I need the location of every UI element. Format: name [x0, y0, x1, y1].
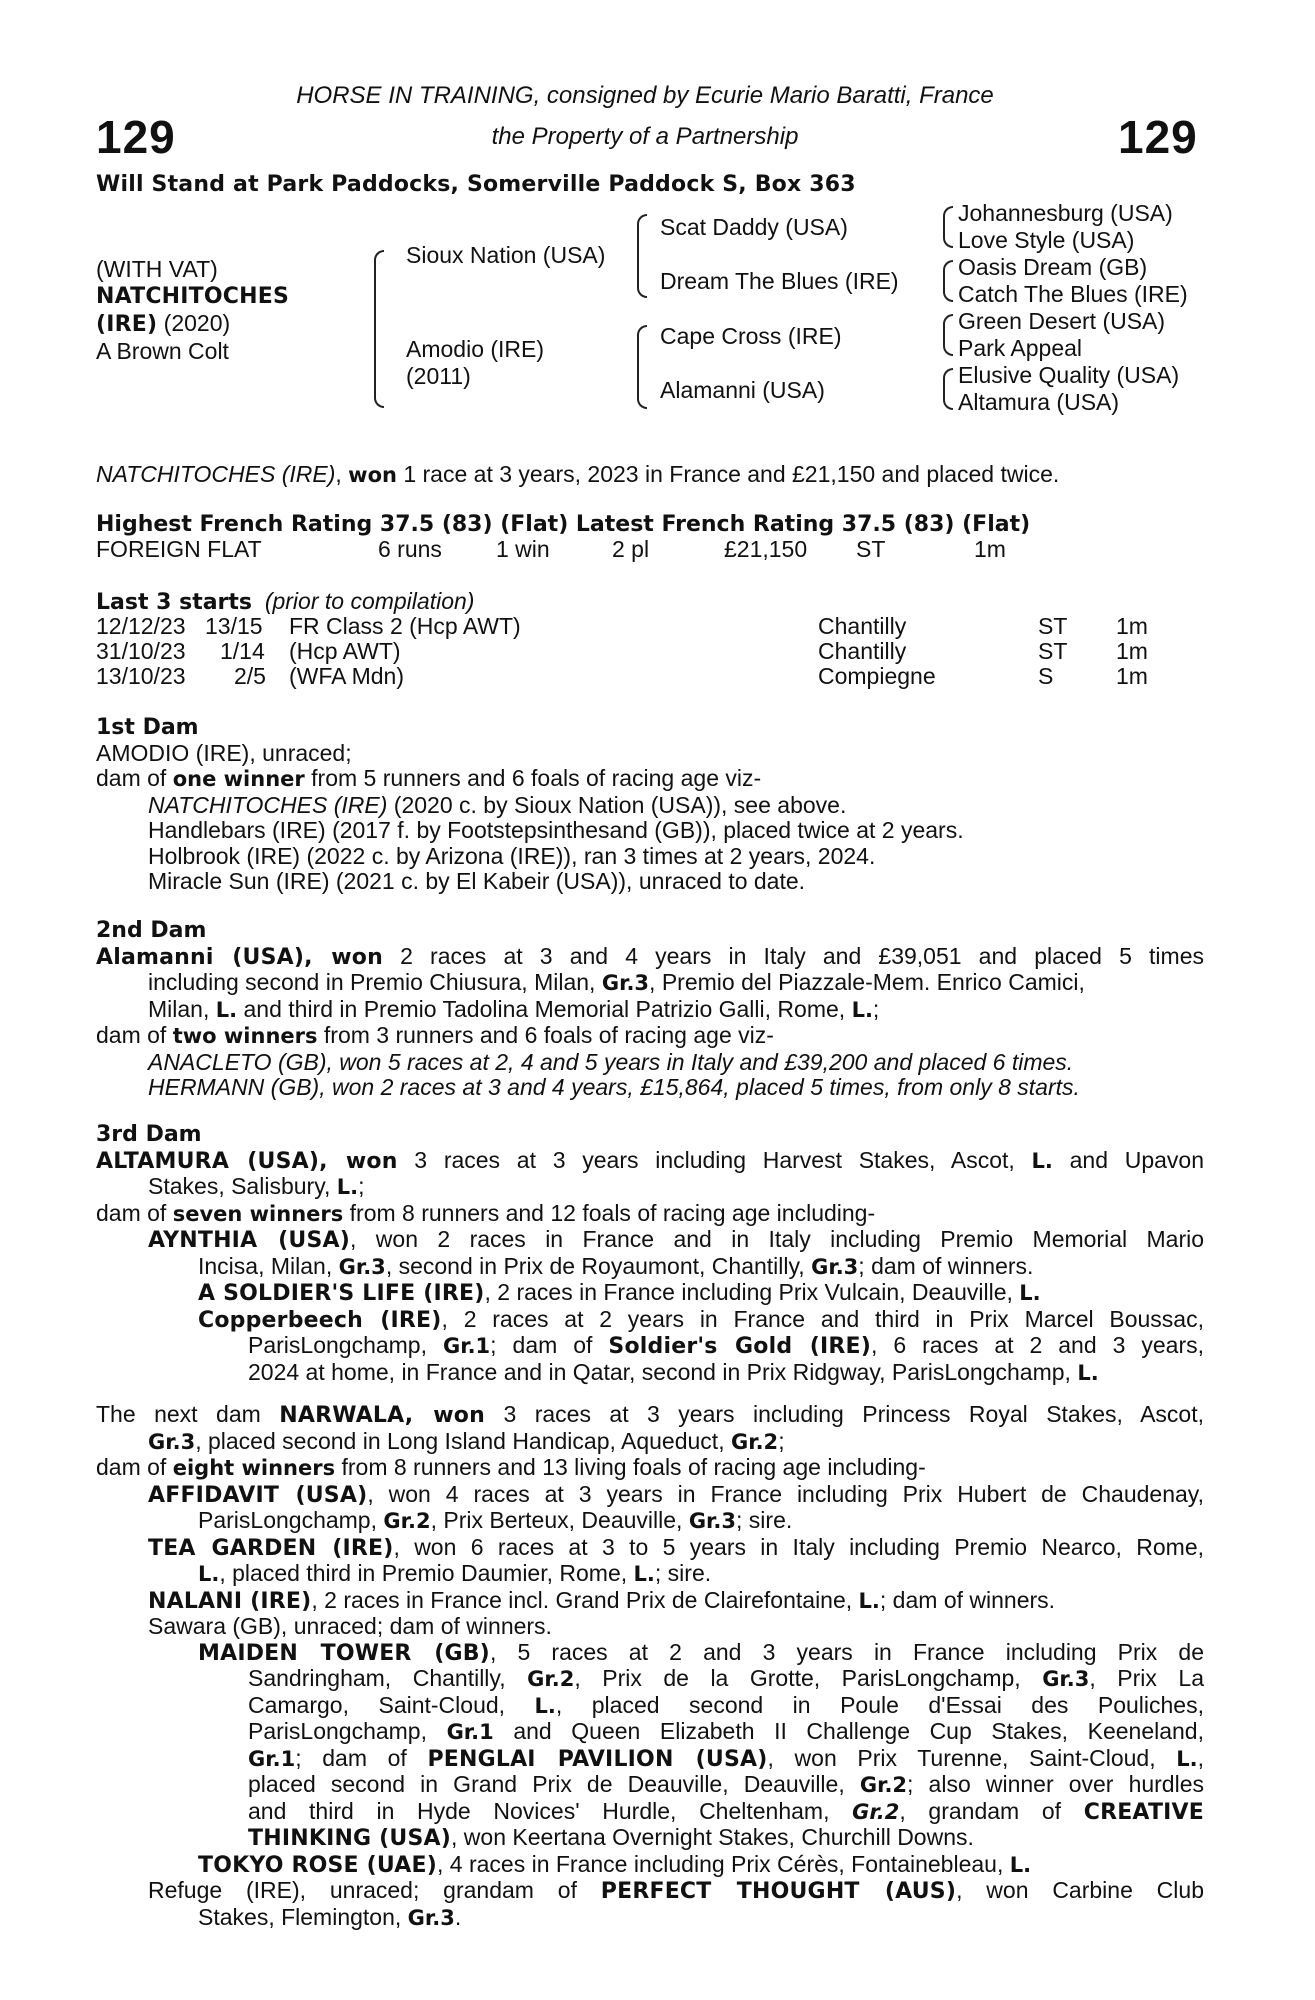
text-bold: Alamanni (USA), won: [96, 944, 383, 970]
produce-entry: [96, 1508, 1204, 1535]
text: , Prix de la Grotte, ParisLongchamp,: [574, 1665, 1043, 1691]
third-dam-line: [96, 1174, 1204, 1201]
text: , 2 races in France incl. Grand Prix de Clairefontaine,: [311, 1586, 859, 1613]
text-bold: Gr.3: [338, 1254, 386, 1279]
produce-entry: [96, 1825, 1204, 1852]
text: ,: [1197, 1744, 1204, 1771]
text: , won 4 races at 3 years in France including Prix Hubert de Chaudenay,: [367, 1480, 1204, 1507]
horse-description: A Brown Colt: [96, 338, 229, 364]
ratings-heading: Highest French Rating 37.5 (83) (Flat) Latest French Rating 37.5 (83) (Flat): [96, 512, 1031, 537]
first-dam-heading: 1st Dam: [96, 715, 199, 740]
property-line: the Property of a Partnership: [491, 123, 799, 150]
text: , grandam of: [899, 1797, 1084, 1824]
text-bold: Gr.3: [148, 1429, 196, 1454]
start-position: 13/15: [205, 613, 263, 639]
text-bold: L.: [1176, 1746, 1198, 1771]
consignor-line: HORSE IN TRAINING, consigned by Ecurie Mario Baratti, France: [296, 82, 994, 109]
text-bold: L.: [1019, 1281, 1041, 1305]
text: and Upavon: [1052, 1146, 1205, 1173]
pedigree-brace-sire: [637, 214, 647, 298]
first-dam-produce-intro: [96, 766, 1204, 793]
text: from 3 runners and 6 foals of racing age viz-: [317, 1022, 774, 1048]
produce-entry: [96, 1075, 1204, 1101]
lot-number-right: 129: [1118, 111, 1198, 163]
text: , placed second in Long Island Handicap, Aqueduct,: [195, 1427, 731, 1454]
produce-entry: [96, 1561, 1204, 1588]
text-bold: Gr.3: [601, 971, 650, 995]
text: Incisa, Milan,: [198, 1252, 339, 1279]
text-bold: A SOLDIER'S LIFE (IRE): [198, 1281, 485, 1306]
text: ; sire.: [736, 1507, 793, 1533]
text: , second in Prix de Royaumont, Chantilly,: [385, 1252, 812, 1279]
text-bold: AYNTHIA (USA): [148, 1228, 351, 1253]
text: , placed second in Poule d'Essai des Pouliches,: [555, 1691, 1204, 1718]
produce-entry: Miracle Sun (IRE) (2021 c. by El Kabeir (USA)), unraced to date.: [148, 868, 806, 894]
text: ; sire.: [654, 1560, 712, 1586]
second-dam-section: [96, 918, 1204, 1101]
horse-year: (2020): [157, 310, 231, 336]
last-starts-note: (prior to compilation): [264, 588, 475, 614]
produce-entry: [96, 1360, 1204, 1387]
produce-entry: [96, 1693, 1204, 1720]
pedigree-sire-dam: Dream The Blues (IRE): [660, 268, 899, 294]
produce-entry: [96, 1905, 1204, 1932]
produce-entry: [96, 1852, 1204, 1879]
start-surface: ST: [1038, 613, 1068, 639]
pedigree-ddd: Altamura (USA): [958, 389, 1120, 415]
text: ; dam of winners.: [879, 1586, 1056, 1613]
horse-country: (IRE): [96, 312, 158, 337]
text-bold: L.: [1009, 1852, 1032, 1877]
start-course: Chantilly: [818, 638, 907, 664]
text-bold: L.: [1031, 1148, 1053, 1173]
text: , won Keertana Overnight Stakes, Churchill Downs.: [451, 1824, 974, 1850]
start-race: FR Class 2 (Hcp AWT): [289, 613, 521, 639]
text: 2024 at home, in France and in Qatar, second in Prix Ridgway, ParisLongchamp,: [248, 1358, 1078, 1385]
text-bold: L.: [858, 1588, 880, 1613]
start-distance: 1m: [1116, 663, 1148, 689]
text-bold: NALANI (IRE): [148, 1588, 312, 1614]
text: , won 2 races in France and in Italy including Premio Memorial Mario: [350, 1226, 1205, 1252]
ratings-distance: 1m: [974, 536, 1006, 562]
pedigree-dss: Green Desert (USA): [958, 308, 1166, 334]
produce-entry: Holbrook (IRE) (2022 c. by Arizona (IRE)), ran 3 times at 2 years, 2024.: [148, 842, 876, 869]
start-position: 1/14: [220, 638, 265, 664]
produce-entry: [96, 1772, 1204, 1799]
text: , 2 races in France including Prix Vulcain, Deauville,: [484, 1279, 1020, 1305]
pedigree-brace-main: [374, 250, 384, 408]
text: , Premio del Piazzale-Mem. Enrico Camici,: [649, 969, 1085, 995]
lot-number-left: 129: [96, 111, 176, 163]
text: , won 6 races at 3 to 5 years in Italy including Premio Nearco, Rome,: [393, 1533, 1204, 1560]
text: , 5 races at 2 and 3 years in France including Prix de: [489, 1638, 1205, 1665]
start-surface: ST: [1038, 638, 1068, 664]
pedigree-brace-dam: [637, 325, 647, 409]
text: Refuge (IRE), unraced; grandam of: [148, 1877, 601, 1903]
pedigree-brace-ss: [943, 206, 953, 248]
first-dam-line: AMODIO (IRE), unraced;: [96, 739, 352, 766]
text-bold: Gr.3: [407, 1905, 455, 1930]
text: ; dam of: [295, 1744, 428, 1771]
text-bold: Gr.2: [852, 1799, 900, 1824]
pedigree-dds: Elusive Quality (USA): [958, 362, 1180, 388]
text-bold: AFFIDAVIT (USA): [148, 1482, 368, 1508]
pedigree-brace-ds: [943, 314, 953, 356]
produce-entry: [96, 1482, 1204, 1509]
text: , 2 races at 2 years in France and third in Prix Marcel Boussac,: [441, 1305, 1204, 1332]
third-dam-produce-intro: [96, 1201, 1204, 1228]
text-bold: TOKYO ROSE (UAE): [198, 1852, 437, 1878]
text-bold: NARWALA, won: [279, 1403, 485, 1428]
produce-entry: [96, 1050, 1204, 1076]
start-course: Chantilly: [818, 613, 907, 639]
start-distance: 1m: [1116, 613, 1148, 639]
text: ;: [778, 1427, 785, 1454]
produce-entry: [96, 1254, 1204, 1281]
text: Stakes, Salisbury,: [148, 1173, 337, 1199]
horse-name: NATCHITOCHES: [96, 284, 290, 309]
text: ;: [872, 995, 880, 1022]
text: ; dam of: [490, 1332, 609, 1358]
text: and third in Hyde Novices' Hurdle, Cheltenham,: [248, 1797, 853, 1824]
text-italic: NATCHITOCHES (IRE): [148, 791, 388, 818]
text-bold: Gr.3: [688, 1509, 737, 1533]
start-position: 2/5: [234, 663, 266, 689]
text: dam of: [96, 1199, 173, 1226]
pedigree-sss: Johannesburg (USA): [958, 200, 1173, 226]
pedigree-dam-sire: Cape Cross (IRE): [660, 323, 842, 349]
pedigree-dam-year: (2011): [406, 363, 471, 389]
produce-entry: [96, 1227, 1204, 1254]
text: Milan,: [148, 995, 216, 1022]
pedigree-sire: Sioux Nation (USA): [406, 242, 606, 268]
text: ; also winner over hurdles: [907, 1771, 1205, 1797]
text: , won Carbine Club: [956, 1877, 1204, 1903]
start-date: 12/12/23: [96, 613, 186, 639]
start-course: Compiegne: [818, 663, 936, 689]
text: ParisLongchamp,: [248, 1718, 447, 1744]
text: The next dam: [96, 1401, 280, 1427]
text-bold: Soldier's Gold (IRE): [608, 1334, 871, 1359]
produce-entry: [96, 793, 1204, 819]
produce-entry: [96, 1746, 1204, 1773]
text-bold: Gr.1: [248, 1746, 296, 1771]
text: Sandringham, Chantilly,: [248, 1665, 528, 1691]
start-race: (WFA Mdn): [289, 663, 405, 689]
text: , 4 races in France including Prix Cérès, Fontainebleau,: [437, 1850, 1010, 1877]
text-bold: CREATIVE: [1083, 1799, 1204, 1825]
pedigree-dam-dam: Alamanni (USA): [660, 377, 825, 403]
text: , Prix Berteux, Deauville,: [430, 1507, 689, 1533]
text-bold: one winner: [172, 767, 305, 791]
text: placed second in Grand Prix de Deauville, Deauville,: [248, 1771, 860, 1797]
text-bold: L.: [534, 1693, 556, 1718]
produce-entry: [96, 1640, 1204, 1667]
summary-rest: 1 race at 3 years, 2023 in France and £21,150 and placed twice.: [396, 461, 1060, 487]
text-bold: two winners: [172, 1024, 318, 1048]
pedigree-ssd: Love Style (USA): [958, 227, 1135, 253]
second-dam-produce-intro: [96, 1023, 1204, 1050]
text: ParisLongchamp,: [198, 1507, 384, 1533]
text: 3 races at 3 years including Princess Royal Stakes, Ascot,: [484, 1401, 1205, 1427]
text: from 8 runners and 13 living foals of racing age including-: [335, 1454, 926, 1480]
start-date: 13/10/23: [96, 663, 186, 689]
text-bold: seven winners: [172, 1201, 344, 1226]
last-starts-heading: Last 3 starts: [96, 590, 253, 615]
pedigree-sdd: Catch The Blues (IRE): [958, 281, 1188, 307]
text: Camargo, Saint-Cloud,: [248, 1691, 535, 1718]
race-summary: [96, 462, 1059, 489]
third-dam-line: [96, 1148, 1204, 1175]
text-bold: TEA GARDEN (IRE): [148, 1535, 394, 1561]
produce-entry: [96, 1333, 1204, 1360]
last-starts-header: [96, 589, 474, 616]
text-bold: Copperbeech (IRE): [198, 1307, 442, 1333]
produce-entry: [96, 1878, 1204, 1905]
start-surface: S: [1038, 663, 1054, 689]
text-bold: eight winners: [172, 1456, 336, 1480]
text: 3 races at 3 years including Harvest Stakes, Ascot,: [397, 1146, 1032, 1173]
produce-entry: [96, 1799, 1204, 1826]
second-dam-line: [96, 997, 1204, 1024]
text: ParisLongchamp,: [248, 1332, 443, 1358]
first-dam-section: [96, 715, 1204, 895]
text-bold: L.: [198, 1562, 220, 1586]
produce-entry: [96, 1666, 1204, 1693]
text-bold: L.: [1077, 1360, 1099, 1385]
text: ; dam of winners.: [858, 1252, 1034, 1279]
next-dam-section: [96, 1402, 1204, 1931]
text: 2 races at 3 and 4 years in Italy and £39,051 and placed 5 times: [382, 942, 1204, 969]
start-date: 31/10/23: [96, 638, 186, 664]
text: , placed third in Premio Daumier, Rome,: [219, 1560, 634, 1586]
produce-entry: [96, 1588, 1204, 1615]
text-bold: Gr.2: [859, 1773, 908, 1797]
third-dam-heading: 3rd Dam: [96, 1122, 202, 1147]
text-bold: L.: [633, 1562, 655, 1586]
summary-won: won: [348, 463, 397, 487]
produce-entry: [96, 1307, 1204, 1334]
text-bold: Gr.3: [1042, 1667, 1090, 1691]
text-bold: MAIDEN TOWER (GB): [198, 1640, 490, 1666]
text-bold: Gr.3: [811, 1254, 859, 1279]
text: Stakes, Flemington,: [198, 1903, 408, 1930]
text-bold: L.: [851, 997, 873, 1022]
text-bold: L.: [336, 1175, 359, 1199]
text-bold: L.: [215, 997, 238, 1022]
produce-entry: [96, 1719, 1204, 1746]
produce-entry: [96, 1280, 1204, 1307]
text: and Queen Elizabeth II Challenge Cup Stakes, Keeneland,: [493, 1718, 1204, 1744]
ratings-places: 2 pl: [612, 536, 650, 562]
text-italic: ANACLETO (GB), won 5 races at 2, 4 and 5 years in Italy and £39,200 and placed 6 times.: [148, 1048, 1074, 1075]
ratings-category: FOREIGN FLAT: [96, 536, 262, 562]
text-bold: ALTAMURA (USA), won: [96, 1148, 398, 1174]
ratings-wins: 1 win: [496, 536, 550, 562]
summary-comma: ,: [335, 461, 349, 487]
produce-entry: [96, 1535, 1204, 1562]
text: , won Prix Turenne, Saint-Cloud,: [767, 1744, 1177, 1771]
vat-note: (WITH VAT): [96, 256, 218, 282]
text-bold: Gr.2: [527, 1667, 575, 1691]
next-dam-produce-intro: [96, 1455, 1204, 1482]
text-bold: PERFECT THOUGHT (AUS): [600, 1879, 957, 1904]
text-bold: PENGLAI PAVILION (USA): [427, 1746, 768, 1772]
text: , Prix La: [1089, 1665, 1204, 1691]
text: including second in Premio Chiusura, Milan,: [148, 969, 602, 995]
text: .: [454, 1903, 462, 1930]
pedigree-sire-sire: Scat Daddy (USA): [660, 214, 848, 240]
second-dam-heading: 2nd Dam: [96, 918, 207, 943]
text-bold: Gr.2: [730, 1429, 779, 1454]
ratings-runs: 6 runs: [378, 536, 442, 562]
start-race: (Hcp AWT): [289, 638, 401, 664]
next-dam-line: [96, 1402, 1204, 1429]
text: (2020 c. by Sioux Nation (USA)), see above.: [387, 791, 847, 818]
text: dam of: [96, 765, 173, 791]
text: dam of: [96, 1022, 173, 1048]
text: from 8 runners and 12 foals of racing age including-: [343, 1199, 876, 1226]
text-bold: THINKING (USA): [248, 1826, 452, 1851]
ratings-surface: ST: [856, 536, 886, 562]
text: from 5 runners and 6 foals of racing age viz-: [304, 765, 762, 791]
text: dam of: [96, 1454, 173, 1480]
start-distance: 1m: [1116, 638, 1148, 664]
text: ;: [358, 1173, 365, 1199]
pedigree-dsd: Park Appeal: [958, 335, 1083, 361]
produce-entry: Sawara (GB), unraced; dam of winners.: [148, 1613, 552, 1639]
text: , 6 races at 2 and 3 years,: [871, 1332, 1204, 1358]
horse-identity: [96, 256, 289, 365]
produce-entry: Handlebars (IRE) (2017 f. by Footstepsinthesand (GB)), placed twice at 2 years.: [148, 817, 964, 843]
pedigree-brace-dd: [943, 368, 953, 410]
pedigree-sds: Oasis Dream (GB): [958, 254, 1148, 280]
second-dam-line: [96, 970, 1204, 997]
text-italic: HERMANN (GB), won 2 races at 3 and 4 years, £15,864, placed 5 times, from only 8 starts.: [148, 1074, 1080, 1100]
text-bold: Gr.1: [446, 1720, 494, 1744]
next-dam-line: [96, 1429, 1204, 1456]
second-dam-line: [96, 944, 1204, 971]
summary-horse: NATCHITOCHES (IRE): [96, 461, 336, 487]
pedigree-dam-name: Amodio (IRE): [406, 336, 545, 362]
stand-location: Will Stand at Park Paddocks, Somerville Paddock S, Box 363: [96, 172, 856, 197]
text-bold: Gr.1: [442, 1334, 491, 1358]
pedigree-brace-sd: [943, 260, 953, 302]
third-dam-section: [96, 1122, 1204, 1386]
ratings-earnings: £21,150: [724, 536, 808, 562]
text-bold: Gr.2: [383, 1509, 431, 1533]
text: and third in Premio Tadolina Memorial Patrizio Galli, Rome,: [237, 995, 852, 1022]
